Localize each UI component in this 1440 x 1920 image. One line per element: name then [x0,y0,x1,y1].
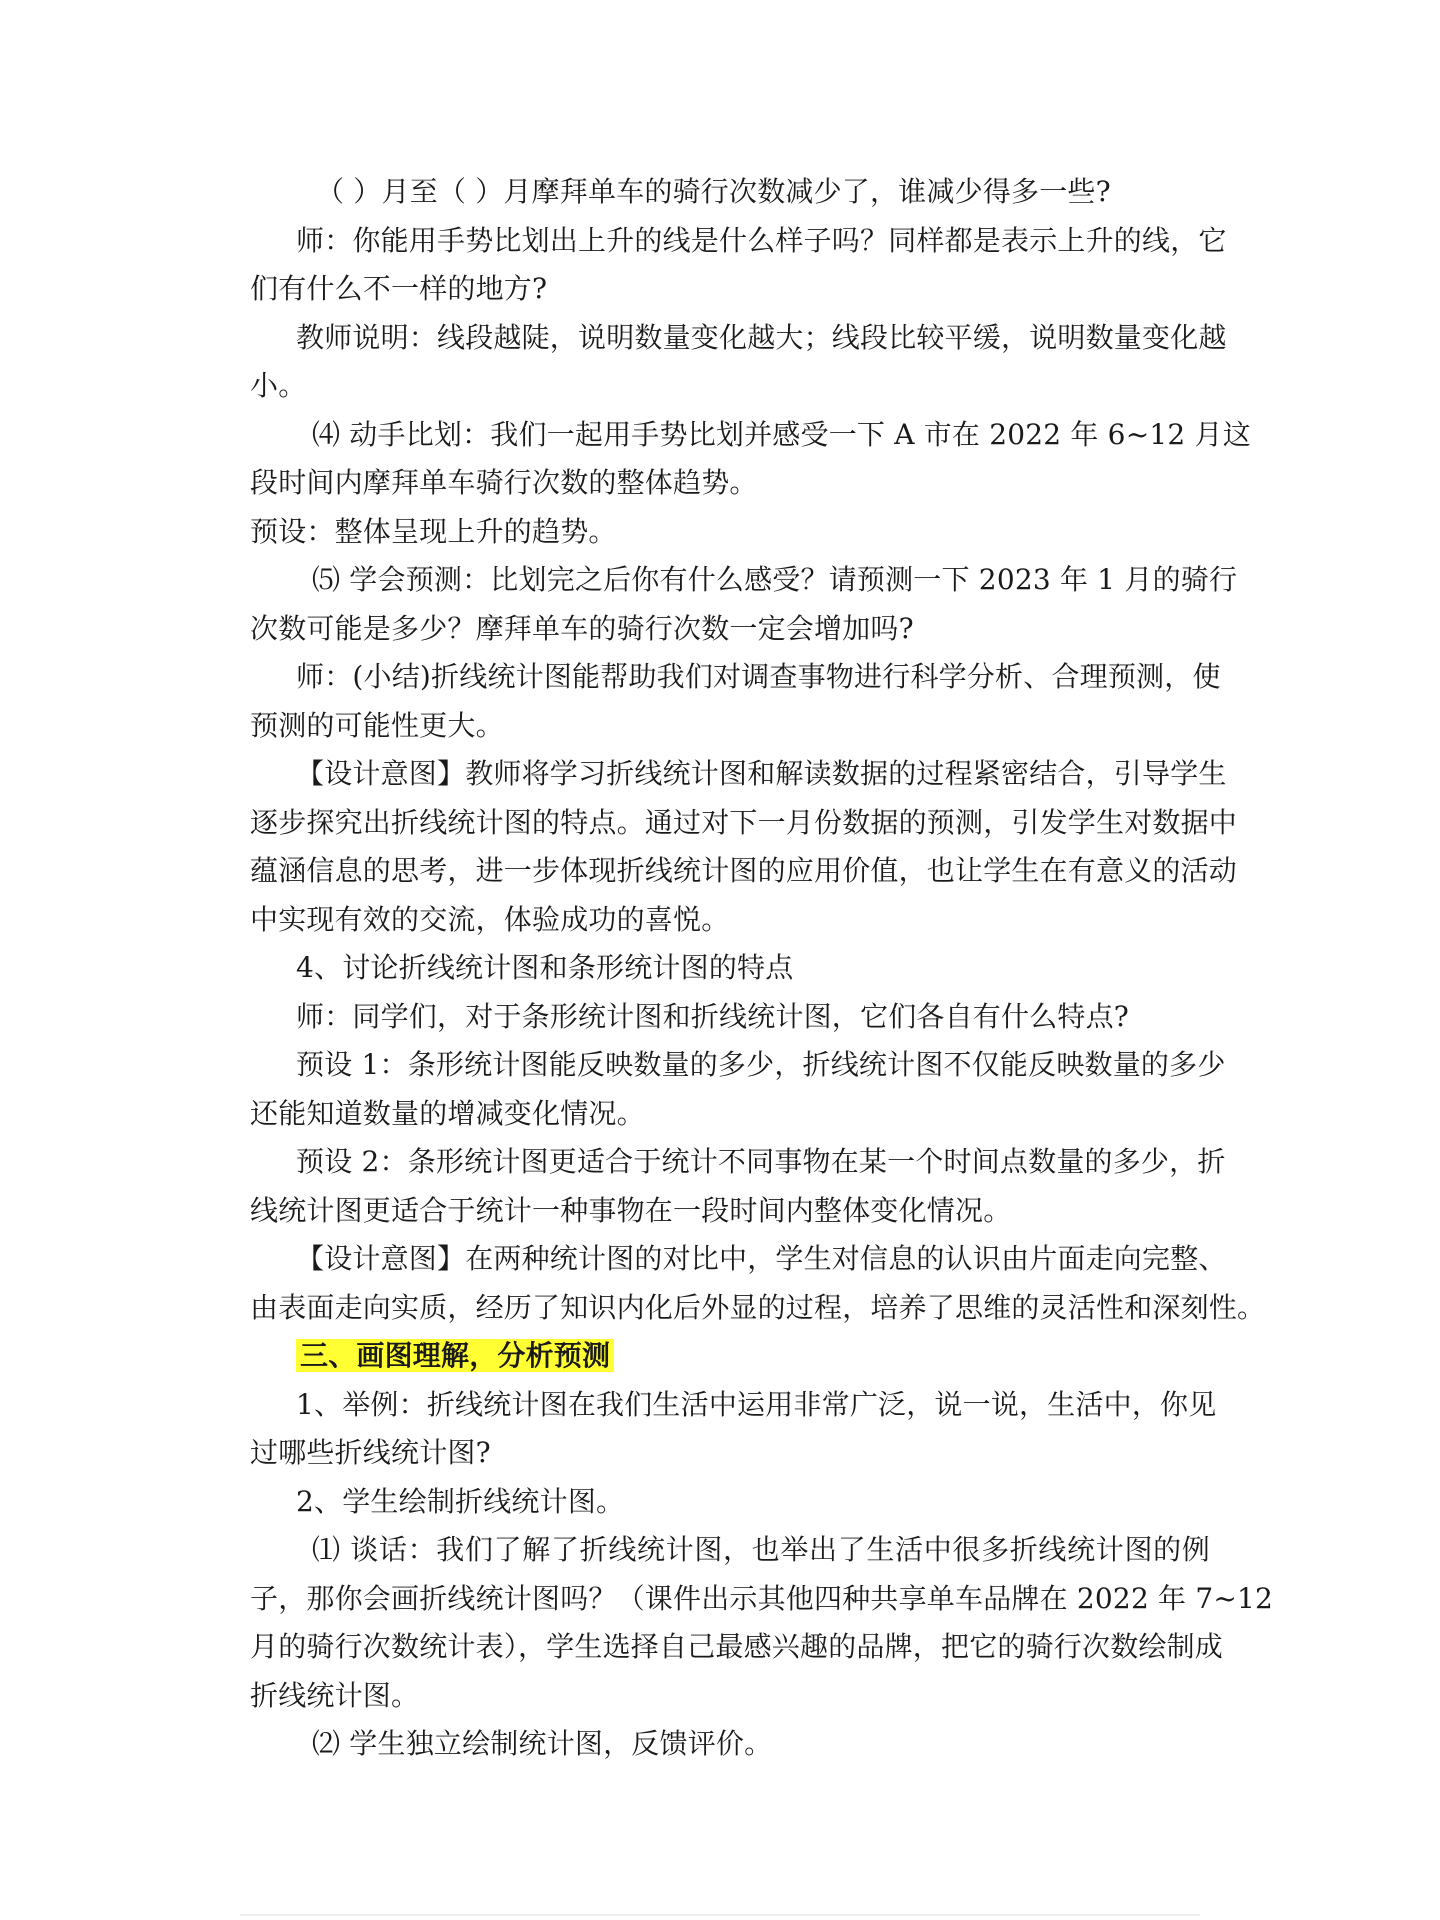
text-line: 过哪些折线统计图? [250,1436,491,1469]
text-line: 预设：整体呈现上升的趋势。 [250,514,617,548]
text-line: 预设 2：条形统计图更适合于统计不同事物在某一个时间点数量的多少，折 [296,1145,1226,1178]
design-intent-line: 【设计意图】教师将学习折线统计图和解读数据的过程紧密结合，引导学生 [296,757,1227,790]
section-subheading: 4、讨论折线统计图和条形统计图的特点 [296,951,794,984]
section-heading-line [250,1332,1210,1381]
text-line: 预设 1：条形统计图能反映数量的多少，折线统计图不仅能反映数量的多少 [296,1048,1226,1081]
text-line: 预测的可能性更大。 [250,708,504,742]
text-line: 师：你能用手势比划出上升的线是什么样子吗？同样都是表示上升的线，它 [296,223,1227,257]
text-line: ⑴ 谈话：我们了解了折线统计图，也举出了生活中很多折线统计图的例 [312,1533,1210,1566]
text-line: 蕴涵信息的思考，进一步体现折线统计图的应用价值，也让学生在有意义的活动 [250,854,1238,887]
section-heading: 三、画图理解，分析预测 [296,1339,614,1372]
text-line: 折线统计图。 [250,1678,420,1712]
text-line: 月的骑行次数统计表），学生选择自己最感兴趣的品牌，把它的骑行次数绘制成 [250,1630,1224,1663]
text-line: 由表面走向实质，经历了知识内化后外显的过程，培养了思维的灵活性和深刻性。 [250,1290,1266,1324]
document-page [250,168,1274,1769]
text-line: 逐步探究出折线统计图的特点。通过对下一月份数据的预测，引发学生对数据中 [250,805,1238,839]
text-line: 段时间内摩拜单车骑行次数的整体趋势。 [250,466,758,499]
text-line: 小。 [250,369,307,402]
text-line: 还能知道数量的增减变化情况。 [250,1096,645,1130]
page-bottom-edge [240,1914,1200,1916]
text-line: ⑸ 学会预测：比划完之后你有什么感受？请预测一下 2023 年 1 月的骑行 [312,563,1238,596]
text-line: 1、举例：折线统计图在我们生活中运用非常广泛，说一说，生活中，你见 [296,1387,1217,1421]
question-line: （ ）月至（ ）月摩拜单车的骑行次数减少了，谁减少得多一些? [316,175,1111,208]
text-line: ⑷ 动手比划：我们一起用手势比划并感受一下 A 市在 2022 年 6~12 月这 [312,417,1251,451]
text-line: ⑵ 学生独立绘制统计图，反馈评价。 [312,1727,773,1760]
text-line: 师：同学们，对于条形统计图和折线统计图，它们各自有什么特点? [296,999,1130,1033]
text-line: 线统计图更适合于统计一种事物在一段时间内整体变化情况。 [250,1193,1012,1227]
text-line: 中实现有效的交流，体验成功的喜悦。 [250,902,730,936]
text-line: 教师说明：线段越陡，说明数量变化越大；线段比较平缓，说明数量变化越 [296,320,1227,354]
text-line: 子，那你会画折线统计图吗？（课件出示其他四种共享单车品牌在 2022 年 7~12 [250,1581,1274,1615]
text-line: 2、学生绘制折线统计图。 [296,1484,625,1518]
text-line: 师：(小结)折线统计图能帮助我们对调查事物进行科学分析、合理预测，使 [296,660,1221,693]
text-line: 次数可能是多少？摩拜单车的骑行次数一定会增加吗? [250,611,914,645]
design-intent-line: 【设计意图】在两种统计图的对比中，学生对信息的认识由片面走向完整、 [296,1242,1227,1275]
text-line: 们有什么不一样的地方? [250,272,548,305]
